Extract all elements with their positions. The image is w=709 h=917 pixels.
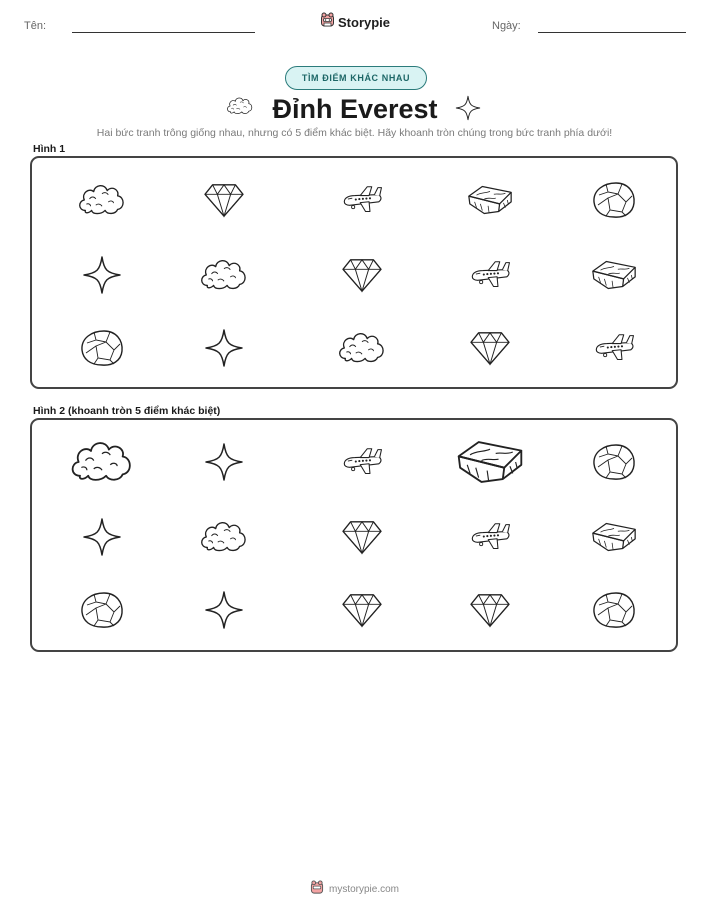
picture-1-label: Hình 1	[33, 143, 66, 155]
date-field-line[interactable]	[538, 32, 686, 33]
picture-2-boulder-icon[interactable]	[590, 590, 638, 630]
picture-2-diamond-icon[interactable]	[339, 518, 385, 556]
date-label: Ngày:	[492, 20, 521, 32]
brand-name: Storypie	[338, 15, 391, 30]
picture-2-rock-slab-icon[interactable]	[589, 519, 639, 555]
picture-2-sparkle-icon[interactable]	[204, 590, 244, 630]
storypie-logo-icon	[320, 12, 335, 33]
picture-2-sparkle-icon[interactable]	[82, 517, 122, 557]
storypie-logo-icon	[310, 880, 324, 898]
picture-1-airplane-icon	[591, 332, 637, 364]
picture-1-cloud-icon	[77, 181, 127, 219]
picture-1-diamond-icon	[201, 181, 247, 219]
activity-type-badge	[285, 66, 427, 90]
instructions: Hai bức tranh trông giống nhau, nhưng có 5 điểm khác biệt. Hãy khoanh tròn chúng trong bức tranh phía dưới!	[96, 127, 613, 139]
picture-1-boulder-icon	[590, 180, 638, 220]
picture-1-airplane-icon	[467, 259, 513, 291]
picture-2-airplane-icon[interactable]	[339, 446, 385, 478]
picture-2-boulder-icon[interactable]	[78, 590, 126, 630]
picture-2-diamond-icon[interactable]	[339, 591, 385, 629]
picture-2-cloud-large-icon[interactable]	[69, 437, 135, 487]
brand	[320, 12, 390, 33]
picture-1-cloud-icon	[337, 329, 387, 367]
page-header	[0, 0, 709, 50]
picture-1-boulder-icon	[78, 328, 126, 368]
footer-site: mystorypie.com	[328, 883, 399, 895]
picture-2-label: Hình 2 (khoanh tròn 5 điểm khác biệt)	[33, 405, 221, 417]
picture-1-airplane-icon	[339, 184, 385, 216]
picture-2-panel[interactable]	[30, 418, 678, 652]
picture-1-rock-slab-icon	[465, 182, 515, 218]
page-title: Đỉnh Everest	[272, 94, 438, 124]
picture-2-rock-slab-large-icon[interactable]	[453, 435, 527, 489]
name-field-line[interactable]	[72, 32, 255, 33]
picture-1-cloud-icon	[199, 256, 249, 294]
badge-text: TÌM ĐIỂM KHÁC NHAU	[301, 73, 411, 83]
title-row	[0, 90, 709, 128]
picture-1-rock-slab-icon	[589, 257, 639, 293]
picture-1-panel	[30, 156, 678, 389]
picture-2-diamond-icon[interactable]	[467, 591, 513, 629]
picture-1-sparkle-icon	[82, 255, 122, 295]
sparkle-icon	[455, 95, 481, 126]
page-footer	[0, 880, 709, 898]
picture-2-sparkle-icon[interactable]	[204, 442, 244, 482]
picture-1-sparkle-icon	[204, 328, 244, 368]
name-label: Tên:	[24, 20, 47, 32]
picture-1-diamond-icon	[467, 329, 513, 367]
picture-2-boulder-icon[interactable]	[590, 442, 638, 482]
picture-2-cloud-icon[interactable]	[199, 518, 249, 556]
picture-2-airplane-icon[interactable]	[467, 521, 513, 553]
picture-1-diamond-icon	[339, 256, 385, 294]
